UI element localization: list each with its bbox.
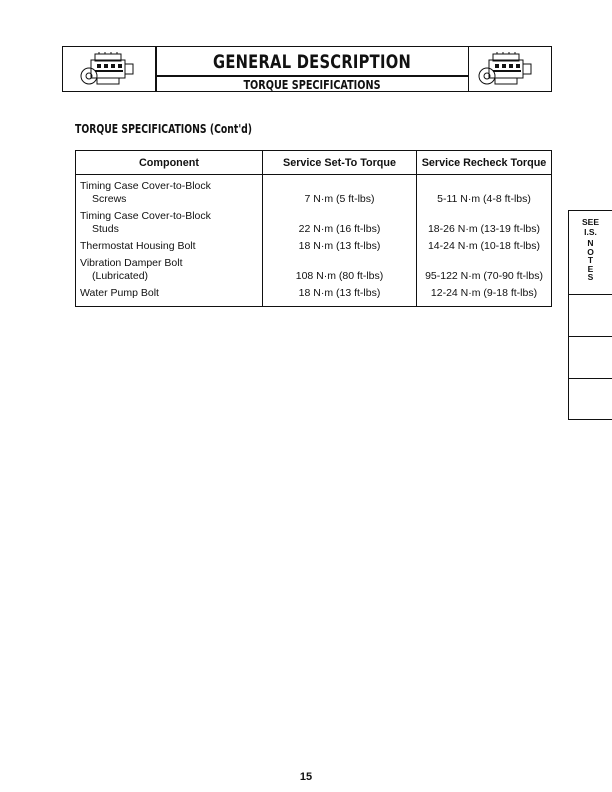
notes-letter: N: [587, 238, 594, 248]
notes-letter: O: [587, 246, 594, 257]
component-line: Timing Case Cover-to-Block: [80, 210, 211, 222]
recheck-torque-cell: 95-122 N·m (70-90 ft-lbs): [425, 270, 543, 282]
blank-tab: [568, 378, 612, 420]
component-line: Screws: [92, 193, 127, 205]
component-cell: [76, 283, 263, 307]
component-line: Timing Case Cover-to-Block: [80, 180, 211, 192]
table-row: [76, 206, 552, 236]
blank-tab: [568, 294, 612, 336]
notes-letter: E: [587, 263, 594, 274]
recheck-torque-cell: 18-26 N·m (13-19 ft-lbs): [427, 223, 541, 235]
section-heading: TORQUE SPECIFICATIONS (Cont'd): [75, 122, 253, 136]
tab-see-label: SEE: [581, 217, 599, 227]
table-row: [76, 253, 552, 283]
column-header-component: Component: [76, 151, 263, 175]
engine-icon-left: [77, 50, 139, 88]
component-cell: [76, 236, 263, 253]
torque-table: [75, 150, 552, 307]
page-title: GENERAL DESCRIPTION: [212, 51, 412, 73]
component-line: (Lubricated): [92, 270, 149, 282]
table-header-row: [76, 151, 552, 175]
notes-letter: S: [587, 272, 594, 283]
blank-tab: [568, 336, 612, 378]
component-cell: [76, 206, 263, 236]
column-header-recheck: Service Recheck Torque: [417, 151, 552, 175]
recheck-torque-cell: 12-24 N·m (9-18 ft-lbs): [430, 287, 538, 299]
component-line: Water Pump Bolt: [80, 287, 159, 299]
see-is-notes-tab: [568, 210, 612, 294]
component-cell: [76, 253, 263, 283]
tab-notes-letters: [569, 239, 612, 282]
recheck-torque-cell: 14-24 N·m (10-18 ft-lbs): [427, 240, 541, 252]
tab-is-label: I.S.: [584, 227, 597, 237]
header-divider-right: [468, 47, 470, 91]
set-to-torque-cell: 18 N·m (13 ft-lbs): [263, 236, 417, 253]
side-tabs: [568, 210, 612, 420]
table-row: [76, 283, 552, 307]
page-number: 15: [299, 771, 313, 783]
component-line: Vibration Damper Bolt: [80, 257, 183, 269]
table-row: [76, 236, 552, 253]
set-to-torque-cell: 108 N·m (80 ft-lbs): [263, 253, 417, 283]
header-divider-left: [155, 47, 157, 91]
page-header: [62, 46, 552, 92]
notes-letter: T: [587, 255, 594, 266]
set-to-torque-cell: 22 N·m (16 ft-lbs): [263, 206, 417, 236]
set-to-torque-cell: 18 N·m (13 ft-lbs): [263, 283, 417, 307]
engine-icon-right: [475, 50, 537, 88]
recheck-torque-cell: 5-11 N·m (4-8 ft-lbs): [437, 193, 531, 205]
component-line: Thermostat Housing Bolt: [80, 240, 196, 252]
component-line: Studs: [92, 223, 119, 235]
table-row: [76, 175, 552, 207]
column-header-set-to: Service Set-To Torque: [263, 151, 417, 175]
set-to-torque-cell: 7 N·m (5 ft-lbs): [263, 175, 417, 207]
component-cell: [76, 175, 263, 207]
page-subtitle: TORQUE SPECIFICATIONS: [243, 77, 381, 92]
